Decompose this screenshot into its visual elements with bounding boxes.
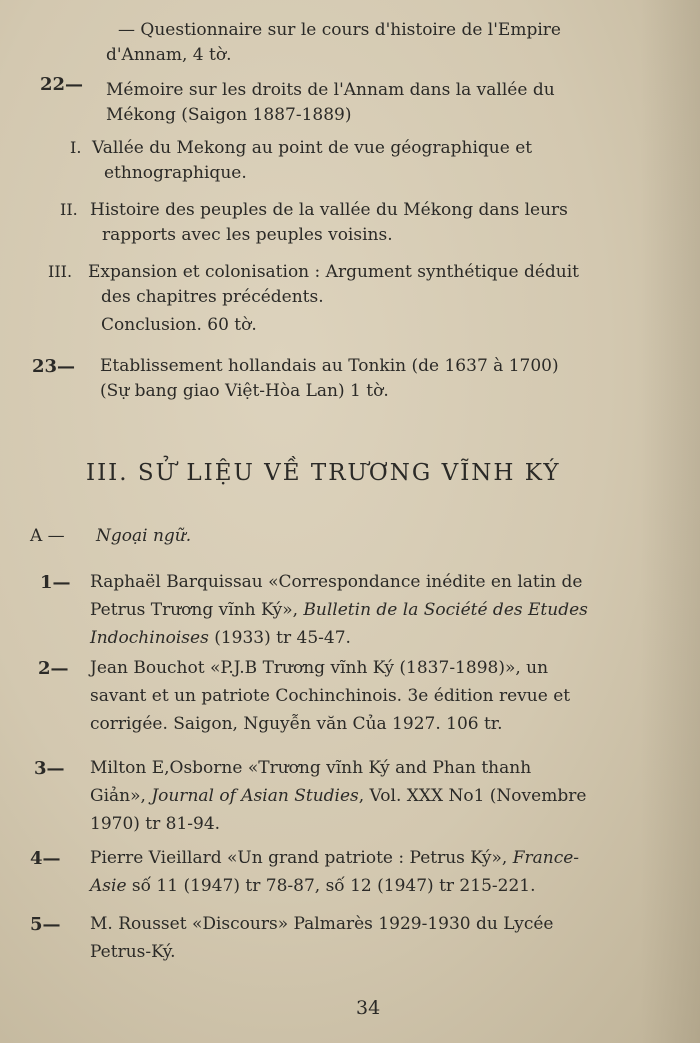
- entry-number: 22—: [40, 74, 84, 95]
- roman-numeral: III.: [48, 262, 73, 281]
- entry-questionnaire: [106, 18, 666, 68]
- entry-line: Etablissement hollandais au Tonkin (de 1637 à 1700): [100, 356, 559, 376]
- reference-title-italic: Journal of Asian Studies: [151, 786, 359, 806]
- section-heading: III. SỬ LIỆU VỀ TRƯƠNG VĨNH KÝ: [86, 460, 561, 486]
- reference-title-italic: Asie: [90, 876, 127, 896]
- subsection-line: Expansion et colonisation : Argument synthétique déduit: [88, 262, 579, 282]
- reference-text: 1970) tr 81-94.: [90, 814, 221, 834]
- reference-number: 5—: [30, 914, 61, 935]
- reference-text: số 11 (1947) tr 78-87, số 12 (1947) tr 215-221.: [126, 876, 536, 896]
- entry-number: 23—: [32, 356, 76, 377]
- reference-entry: [90, 656, 660, 737]
- reference-text: Giản»,: [90, 786, 152, 806]
- reference-line: [90, 812, 660, 837]
- reference-entry: [90, 912, 660, 965]
- reference-entry: [90, 846, 660, 899]
- reference-entry: [90, 570, 660, 651]
- reference-line: [90, 598, 660, 623]
- subsection-line: Vallée du Mekong au point de vue géographique et: [92, 138, 533, 158]
- reference-text: Raphaël Barquissau «Correspondance inédite en latin de: [90, 572, 583, 592]
- reference-line: [90, 784, 660, 809]
- subsection-line: ethnographique.: [104, 163, 247, 183]
- reference-text: Milton E,Osborne «Trương vĩnh Ký and Phan thanh: [90, 758, 532, 778]
- reference-line: [90, 846, 660, 871]
- reference-text: Petrus Trương vĩnh Ký»,: [90, 600, 304, 620]
- reference-title-italic: Indochinoises: [90, 628, 209, 648]
- reference-text: Petrus-Ký.: [90, 942, 176, 962]
- reference-line: [90, 940, 660, 965]
- reference-line: [90, 712, 660, 737]
- subsection-vallee: [92, 136, 652, 186]
- subsection-title: Ngoại ngữ.: [96, 526, 192, 546]
- entry-line: Mékong (Saigon 1887-1889): [106, 105, 352, 125]
- subsection-expansion: [88, 260, 658, 338]
- reference-text: (1933) tr 45-47.: [208, 628, 351, 648]
- reference-text: M. Rousset «Discours» Palmarès 1929-1930 du Lycée: [90, 914, 554, 934]
- reference-text: Pierre Vieillard «Un grand patriote : Petrus Ký»,: [90, 848, 513, 868]
- roman-numeral: I.: [70, 138, 82, 157]
- reference-number: 3—: [34, 758, 65, 779]
- reference-text: , Vol. XXX No1 (Novembre: [358, 786, 587, 806]
- reference-text: Jean Bouchot «P.J.B Trương vĩnh Ký (1837-1898)», un: [90, 658, 549, 678]
- subsection-line: rapports avec les peuples voisins.: [102, 225, 393, 245]
- page-number: 34: [356, 997, 381, 1019]
- subsection-histoire: [90, 198, 650, 248]
- reference-line: [90, 684, 660, 709]
- subsection-line: Histoire des peuples de la vallée du Mékong dans leurs: [90, 200, 568, 220]
- entry-line: — Questionnaire sur le cours d'histoire de l'Empire: [118, 20, 561, 40]
- entry-line: Mémoire sur les droits de l'Annam dans la vallée du: [106, 80, 555, 100]
- reference-text: corrigée. Saigon, Nguyễn văn Của 1927. 106 tr.: [90, 714, 503, 734]
- reference-number: 4—: [30, 848, 61, 869]
- reference-text: savant et un patriote Cochinchinois. 3e édition revue et: [90, 686, 571, 706]
- entry-etablissement: [100, 354, 660, 404]
- subsection-line: Conclusion. 60 tờ.: [101, 315, 257, 335]
- reference-line: [90, 756, 660, 781]
- subsection-label: A —: [30, 526, 65, 546]
- reference-line: [90, 912, 660, 937]
- reference-line: [90, 626, 660, 651]
- reference-number: 2—: [38, 658, 69, 679]
- entry-line: (Sự bang giao Việt-Hòa Lan) 1 tờ.: [100, 381, 389, 401]
- reference-entry: [90, 756, 660, 837]
- reference-line: [90, 874, 660, 899]
- reference-number: 1—: [40, 572, 71, 593]
- reference-title-italic: Bulletin de la Société des Etudes: [303, 600, 588, 620]
- reference-line: [90, 570, 660, 595]
- entry-memoire: [106, 78, 666, 128]
- roman-numeral: II.: [60, 200, 78, 219]
- entry-line: d'Annam, 4 tờ.: [106, 45, 232, 65]
- subsection-line: des chapitres précédents.: [101, 287, 324, 307]
- reference-title-italic: France-: [512, 848, 580, 868]
- reference-line: [90, 656, 660, 681]
